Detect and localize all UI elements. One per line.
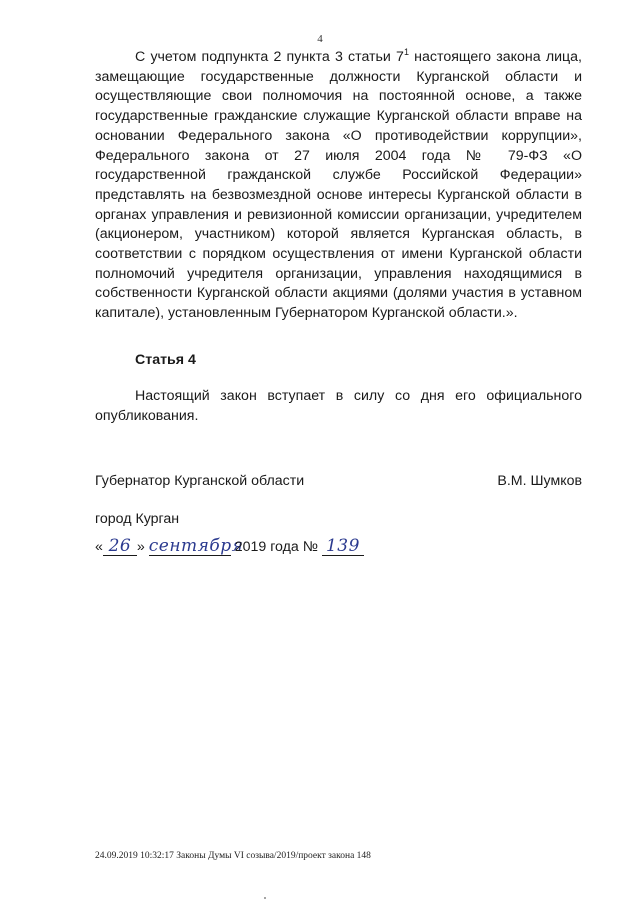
effective-text: Настоящий закон вступает в силу со дня его официального опубликования. xyxy=(95,388,582,424)
handwritten-number: 139 xyxy=(325,536,360,556)
law-number-field xyxy=(322,538,364,556)
month-field xyxy=(148,536,244,556)
open-quote: « xyxy=(95,539,103,555)
handwritten-month: сентября xyxy=(148,536,244,556)
close-quote: » xyxy=(136,539,145,555)
date-line xyxy=(95,538,364,568)
signatory-title: Губернатор Курганской области xyxy=(95,473,305,489)
paragraph-rest: настоящего закона лица, замещающие государственные должности Курганской области и осуществляющие свои полномочия на постоянной основе, а также государственные гражданские служащие Курганской области вправе на основании Федерального закона «О противодействии коррупции», Федерального закона от 27 июля 2004 года № 79-ФЗ «О государственной гражданской службе Российской Федерации» представлять на безвозмездной основе интересы Курганской области в органах управления и ревизионной комиссии организации, учредителем (акционером, участником) которой является Курганская область, в соответствии с порядком осуществления от имени Курганской области полномочий учредителя организации, управления находящимися в собственности Курганской области акциями (долями участия в уставном капитале), установленным Губернатором Курганской области.». xyxy=(95,49,582,322)
page-number: 4 xyxy=(317,33,323,45)
law-paragraph-effective xyxy=(95,387,582,426)
paragraph-lead: С учетом подпункта 2 пункта 3 статьи 7 xyxy=(135,49,404,65)
signatory-name: В.М. Шумков xyxy=(497,473,582,489)
article-superscript: 1 xyxy=(403,47,409,57)
day-field xyxy=(103,538,137,556)
scan-dot xyxy=(264,897,266,899)
law-paragraph-amendment xyxy=(95,48,582,324)
year-text: 2019 года № xyxy=(234,539,318,555)
footer-meta: 24.09.2019 10:32:17 Законы Думы VI созыва/2019/проект закона 148 xyxy=(95,851,371,861)
city-line: город Курган xyxy=(95,511,180,527)
handwritten-day: 26 xyxy=(108,536,132,556)
article-heading: Статья 4 xyxy=(135,352,196,368)
